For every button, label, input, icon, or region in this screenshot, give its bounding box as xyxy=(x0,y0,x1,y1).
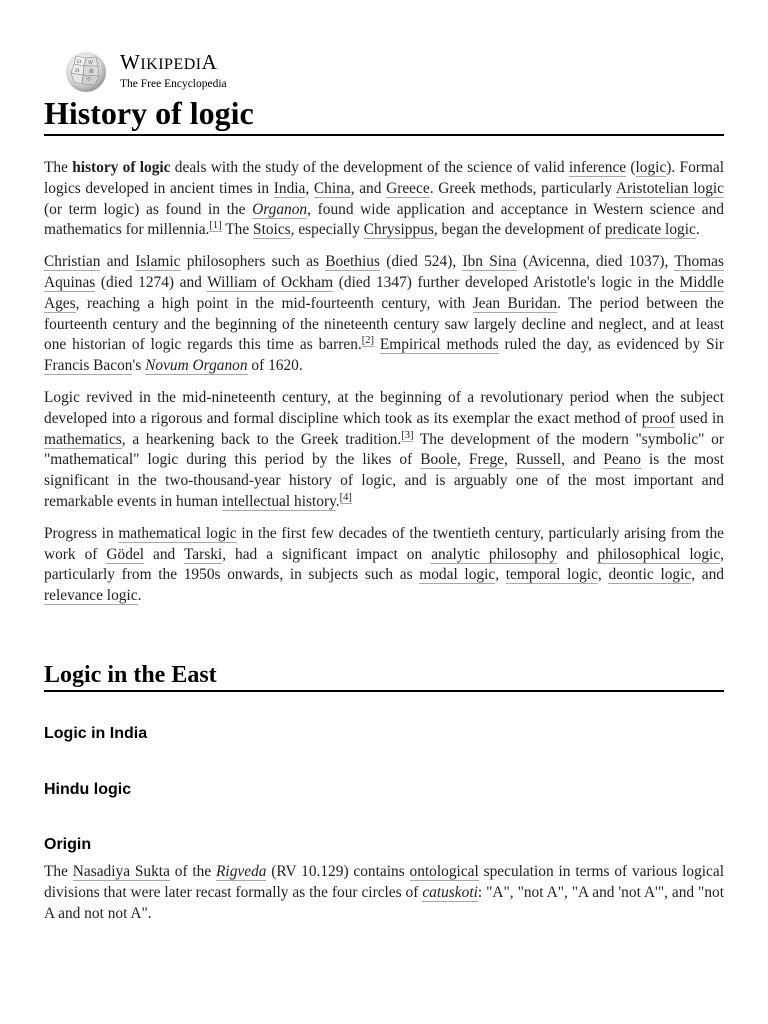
link-novum-organon[interactable]: Novum Organon xyxy=(145,357,248,375)
origin-paragraph: The Nasadiya Sukta of the Rigveda (RV 10.129) contains ontological speculation in terms of various logical divisions that were later recast formally as the four circles of catuskoti: "A", "not A", "A and 'not A'", and "not A and not not A". xyxy=(44,863,724,922)
link-tarski[interactable]: Tarski xyxy=(183,545,223,563)
link-proof[interactable]: proof xyxy=(641,409,676,427)
origin-section xyxy=(44,862,724,924)
link-mathematical-logic[interactable]: mathematical logic xyxy=(118,524,237,542)
subheading-origin: Origin xyxy=(44,836,92,853)
link-frege[interactable]: Frege xyxy=(468,451,504,469)
link-william-of-ockham[interactable]: William of Ockham xyxy=(207,273,334,291)
section-divider xyxy=(44,690,724,692)
page-title: History of logic xyxy=(44,95,254,131)
link-deontic-logic[interactable]: deontic logic xyxy=(608,566,692,584)
svg-text:W: W xyxy=(88,60,94,66)
link-boole[interactable]: Boole xyxy=(420,451,458,469)
link-ontological[interactable]: ontological xyxy=(409,863,479,880)
link-greece[interactable]: Greece xyxy=(386,179,430,197)
article-subject-bold: history of logic xyxy=(72,159,171,176)
reference-3[interactable]: [3] xyxy=(401,429,414,441)
intro-paragraph-1: The history of logic deals with the study of the development of the science of valid inference (logic). Formal logics developed in ancient times in India, China, and Greece. Greek methods, particularly Aristotelian logic (or term logic) as found in the Organon, found wide application and acceptance in Western science and mathematics for millennia.[1] The Stoics, especially Chrysippus, began the development of predicate logic. xyxy=(44,159,725,239)
link-peano[interactable]: Peano xyxy=(603,451,641,469)
link-china[interactable]: China xyxy=(313,179,351,197)
link-logic[interactable]: logic xyxy=(635,159,667,176)
link-empirical-methods[interactable]: Empirical methods xyxy=(379,336,499,354)
link-christian[interactable]: Christian xyxy=(44,253,101,271)
link-modal-logic[interactable]: modal logic xyxy=(419,566,496,584)
link-organon[interactable]: Organon xyxy=(252,200,308,218)
link-inference[interactable]: inference xyxy=(568,159,627,176)
svg-text:И: И xyxy=(75,68,80,74)
svg-text:維: 維 xyxy=(89,69,95,75)
link-mathematics[interactable]: mathematics xyxy=(44,430,122,448)
section-heading-logic-in-the-east: Logic in the East xyxy=(44,662,217,688)
reference-4[interactable]: [4] xyxy=(339,491,352,503)
link-analytic-philosophy[interactable]: analytic philosophy xyxy=(431,545,558,563)
link-rigveda[interactable]: Rigveda xyxy=(216,863,267,880)
link-godel[interactable]: Gödel xyxy=(106,545,145,563)
link-ibn-sina[interactable]: Ibn Sina xyxy=(462,253,517,271)
svg-text:Ω: Ω xyxy=(77,59,82,65)
link-middle-ages[interactable]: Middle Ages xyxy=(44,273,724,312)
title-divider xyxy=(44,134,724,136)
link-francis-bacon[interactable]: Francis Bacon xyxy=(44,357,133,375)
intro-paragraph-2: Christian and Islamic philosophers such as Boethius (died 524), Ibn Sina (Avicenna, died 1037), Thomas Aquinas (died 1274) and William of Ockham (died 1347) further developed Aristotle's logic in the Middle Ages, reaching a high point in the mid-fourteenth century, with Jean Buridan. The period between the fourteenth century and the beginning of the nineteenth century saw largely decline and neglect, and at least one historian of logic regards this time as barren.[2] Empirical methods ruled the day, as evidenced by Sir Francis Bacon's Novum Organon of 1620. xyxy=(44,253,725,375)
reference-2[interactable]: [2] xyxy=(361,335,374,347)
subheading-logic-in-india: Logic in India xyxy=(44,725,148,742)
link-india[interactable]: India xyxy=(273,179,306,197)
link-stoics[interactable]: Stoics xyxy=(253,221,291,239)
wikipedia-wordmark: WIKIPEDIA xyxy=(120,50,218,74)
link-chrysippus[interactable]: Chrysippus xyxy=(363,221,434,239)
intro-section xyxy=(44,158,724,607)
link-intellectual-history[interactable]: intellectual history xyxy=(221,492,336,510)
link-boethius[interactable]: Boethius xyxy=(325,253,380,271)
link-predicate-logic[interactable]: predicate logic xyxy=(604,221,696,239)
link-nasadiya-sukta[interactable]: Nasadiya Sukta xyxy=(72,863,170,880)
intro-paragraph-3: Logic revived in the mid-nineteenth century, at the beginning of a revolutionary period when the subject developed into a rigorous and formal discipline which took as its exemplar the exact method of proof used in mathematics, a hearkening back to the Greek tradition.[3] The development of the modern "symbolic" or "mathematical" logic during this period by the likes of Boole, Frege, Russell, and Peano is the most significant in the two-thousand-year history of logic, and is arguably one of the most important and remarkable events in human intellectual history.[4] xyxy=(44,388,724,510)
intro-paragraph-4: Progress in mathematical logic in the first few decades of the twentieth century, particularly arising from the work of Gödel and Tarski, had a significant impact on analytic philosophy and philosophical logic, particularly from the 1950s onwards, in subjects such as modal logic, temporal logic, deontic logic, and relevance logic. xyxy=(44,524,725,605)
reference-1[interactable]: [1] xyxy=(209,220,222,232)
wikipedia-globe-icon xyxy=(62,48,110,96)
wikipedia-tagline: The Free Encyclopedia xyxy=(120,78,227,90)
link-russell[interactable]: Russell xyxy=(515,451,562,469)
link-philosophical-logic[interactable]: philosophical logic xyxy=(597,545,721,563)
link-thomas-aquinas[interactable]: Thomas Aquinas xyxy=(44,253,724,291)
svg-text:ウ: ウ xyxy=(86,77,92,83)
link-catuskoti[interactable]: catuskoti xyxy=(422,883,478,901)
link-jean-buridan[interactable]: Jean Buridan xyxy=(472,294,558,312)
link-relevance-logic[interactable]: relevance logic xyxy=(44,587,138,605)
link-temporal-logic[interactable]: temporal logic xyxy=(505,566,598,584)
subheading-hindu-logic: Hindu logic xyxy=(44,781,132,798)
link-aristotelian-logic[interactable]: Aristotelian logic xyxy=(615,179,725,197)
link-islamic[interactable]: Islamic xyxy=(135,253,181,271)
